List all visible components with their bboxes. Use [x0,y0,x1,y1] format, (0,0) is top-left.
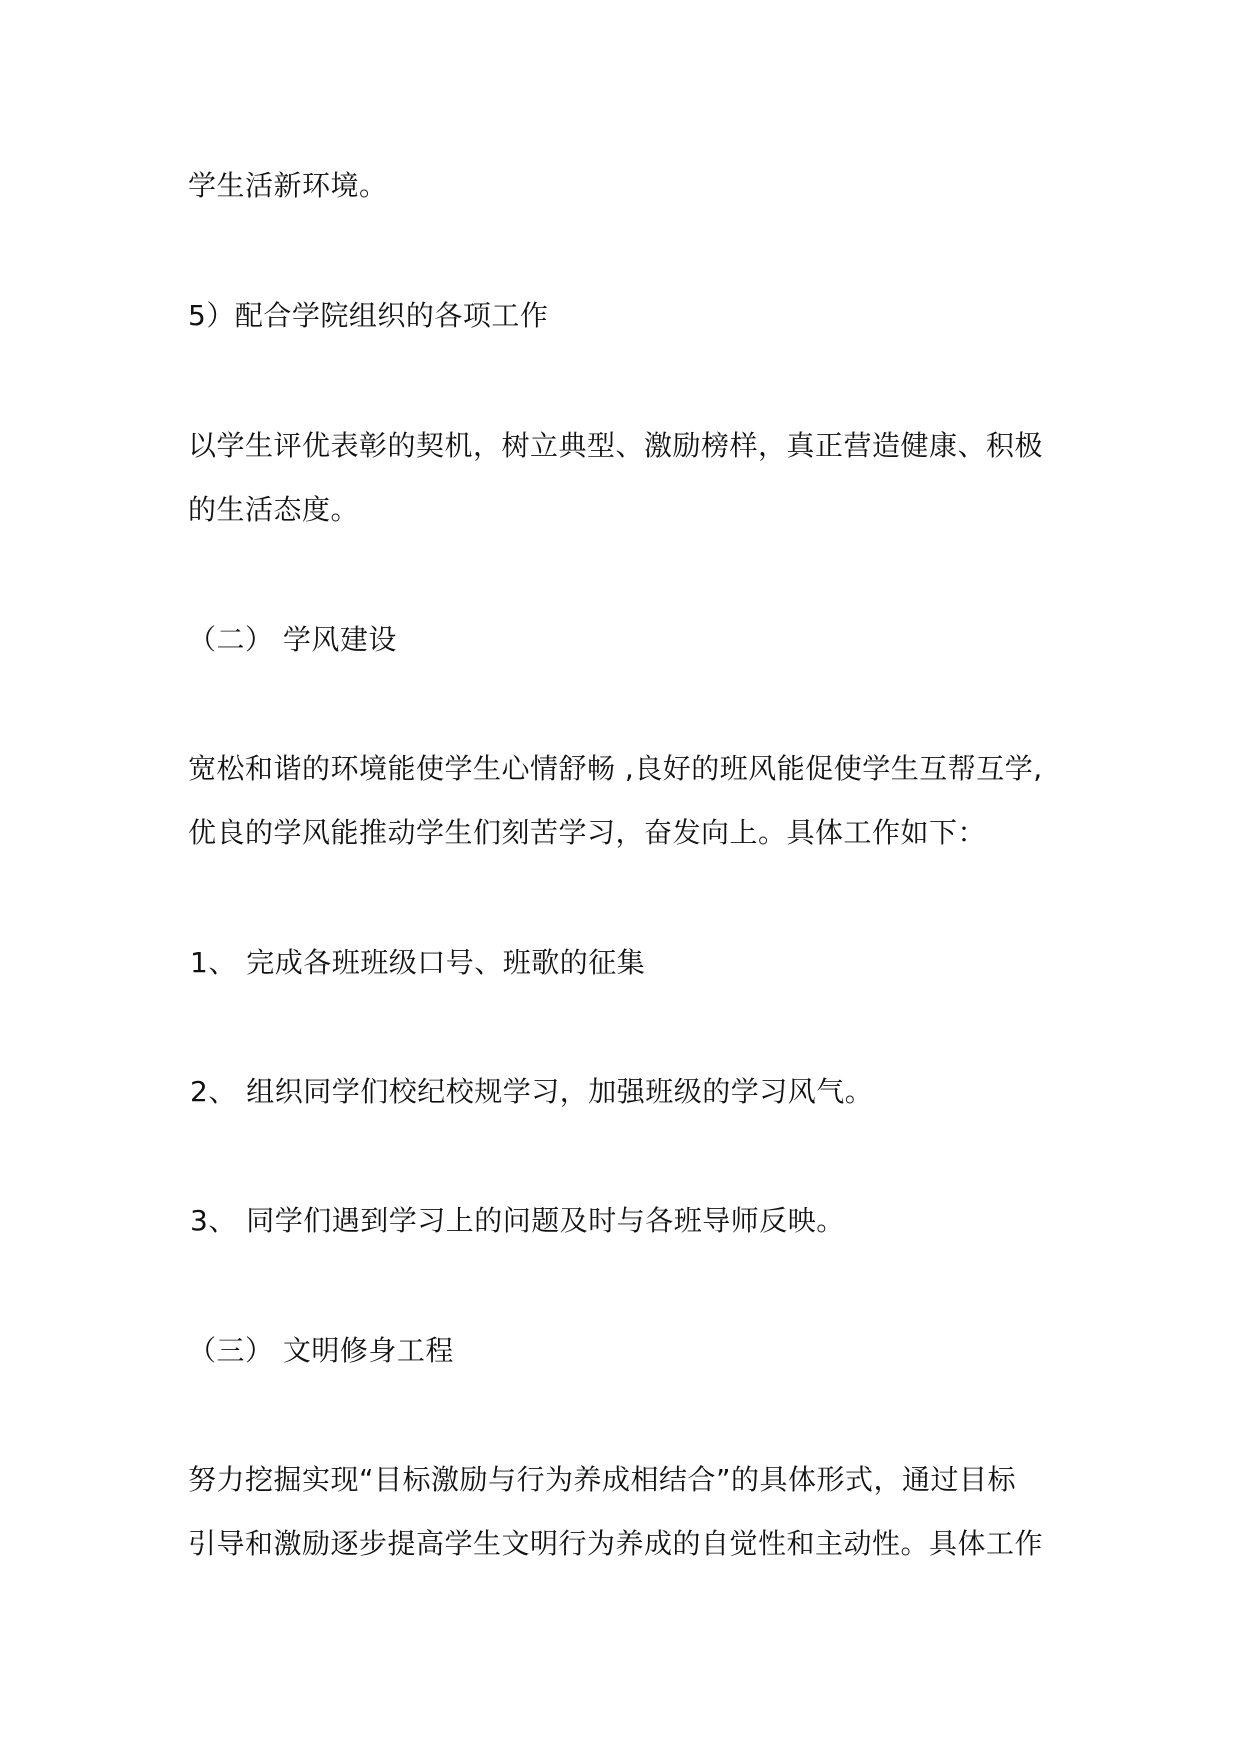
paragraph-line: 学生活新环境。 [188,169,388,202]
section-heading: （二） 学风建设 [188,623,397,656]
list-item-heading: 5）配合学院组织的各项工作 [188,299,549,332]
list-item: 2、 组织同学们校纪校规学习，加强班级的学习风气。 [190,1075,874,1108]
paragraph-line: 的生活态度。 [188,493,360,526]
paragraph-line: 以学生评优表彰的契机，树立典型、激励榜样，真正营造健康、积极 [188,429,1044,462]
section-heading: （三） 文明修身工程 [188,1334,454,1367]
paragraph-line: 努力挖掘实现“目标激励与行为养成相结合”的具体形式，通过目标 [188,1463,1017,1496]
paragraph-line: 优良的学风能推动学生们刻苦学习，奋发向上。具体工作如下： [188,816,987,849]
paragraph-line: 宽松和谐的环境能使学生心情舒畅 ,良好的班风能促使学生互帮互学, [188,752,1043,785]
paragraph-line: 引导和激励逐步提高学生文明行为养成的自觉性和主动性。具体工作 [188,1527,1044,1560]
list-item: 1、 完成各班班级口号、班歌的征集 [190,946,646,979]
list-item: 3、 同学们遇到学习上的问题及时与各班导师反映。 [190,1204,845,1237]
